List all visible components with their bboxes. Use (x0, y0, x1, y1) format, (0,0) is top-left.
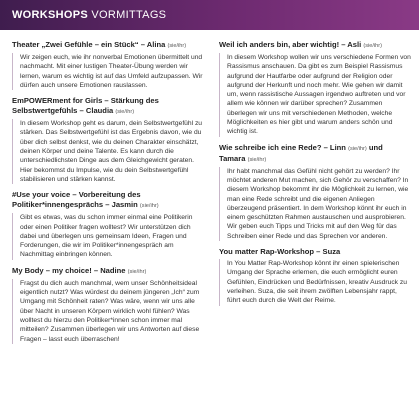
page-title-light: VORMITTAGS (91, 9, 167, 21)
workshop-empowerment (12, 96, 207, 184)
workshop-description: In diesem Workshop wollen wir uns verschiedene Formen von Rassismus anschauen. Da gibt es zum Beispiel Rassismus aufgrund der Hautfarbe oder aufgrund der Religion oder aufgrund der Herkunft und noch mehr. Wie gehen wir damit um, wenn rassistische Aussagen irgendwo auftreten und vor allem wie können wir darüber sprechen? Zusammen überlegen wir uns mit verschiedenen Methoden, welche Möglichkeiten es hier gibt und warum anders schön und wichtig ist. (219, 53, 411, 137)
workshop-title-text: My Body – my choice! – Nadine (12, 265, 126, 275)
workshop-title (12, 266, 207, 277)
workshop-title (219, 40, 411, 51)
workshop-description: Gibt es etwas, was du schon immer einmal eine Politikerin oder einen Politiker fragen wolltest? Wir unterstützen dich dabei und überlegen uns gemeinsam Ideen, Fragen und Forderungen, die wir im Politiker*innengespräch am Nachmittag einbringen können. (12, 213, 207, 259)
workshop-title-text: Wie schreibe ich eine Rede? – Linn (219, 142, 346, 152)
workshop-title-text: Theater „Zwei Gefühle – ein Stück“ – Alina (12, 40, 166, 49)
workshop-theater (12, 40, 207, 90)
workshop-description: In diesem Workshop geht es darum, dein Selbstwertgefühl zu stärken. Das Selbstwertgefühl ist das Ergebnis davon, wie du über dich selbst denkst, wie du deinen Charakter einschätzt, deinen Körper und deine Talente. Es kann durch die unterschiedlichsten Dinge aus dem Gleichgewicht geraten. Hier bekommst du Impulse, wie du dein Selbstwertgefühl stabilisieren und stärken kannst. (12, 119, 207, 184)
workshop-rede (219, 143, 411, 241)
workshop-title-text: Weil ich anders bin, aber wichtig! – Asli (219, 40, 362, 49)
workshop-rassismus (219, 40, 411, 137)
pronoun-label: (sie/ihr) (167, 43, 187, 49)
workshop-title-text-2: und Tamara (219, 142, 383, 163)
workshop-title-text: You matter Rap-Workshop – Suza (219, 247, 341, 257)
workshop-title (219, 143, 411, 165)
workshop-title (12, 96, 207, 117)
workshop-title (12, 190, 207, 211)
left-column (12, 40, 207, 350)
workshop-title-text: #Use your voice – Vorbereitung des Politiker*innengesprächs – Jasmin (12, 190, 141, 210)
page-title (12, 9, 166, 21)
page-header (0, 0, 419, 30)
workshop-description: Fragst du dich auch manchmal, wem unser Schönheitsideal eigentlich nutzt? Was würdest du deinem jüngeren „Ich“ zum Umgang mit Schönheit raten? Was wäre, wenn wir uns alle über Nacht in unseren Körpern wirklich wohl fühlen? Was wolltest du hierzu den Politiker*innen schon immer mal mitteilen? Zusammen überlegen wir uns Antworten auf diese Fragen – lasst euch überraschen! (12, 279, 207, 344)
workshop-description: Ihr habt manchmal das Gefühl nicht gehört zu werden? Ihr möchtet anderen Mut machen, sich Gehör zu verschaffen? In diesem Workshop bekommt ihr die Möglichkeit zu lernen, wie man eine Rede schreibt und die eigenen Anliegen überzeugend präsentiert. In dem Workshop könnt ihr euch in einem geschützten Rahmen austauschen und ausprobieren. Wir geben euch Tipps und Tricks mit auf den Weg für das Schreiben einer Rede und das Sprechen vor anderen. (219, 167, 411, 241)
workshop-description: In You Matter Rap-Workshop könnt ihr einen spielerischen Umgang der Sprache erlernen, die euch ermöglicht euren Gefühlen, Eindrücken und Bedürfnissen, kreativ Ausdruck zu verleihen. Suza, die seit ihrem zwölften Lebensjahr rappt, führt euch durch die Welt der Reime. (219, 259, 411, 305)
pronoun-label: (sie/ihr) (127, 268, 147, 275)
workshop-title (12, 40, 207, 51)
workshop-use-your-voice (12, 190, 207, 259)
workshop-description: Wir zeigen euch, wie ihr nonverbal Emotionen übermittelt und nachmacht. Mit einer lustigen Theater-Übung werden wir lernen, warum es wichtig ist auf das Umfeld aufzupassen. Wir dürfen auch unsere Emotionen rauslassen. (12, 53, 207, 90)
pronoun-label: (sie/ihr) (115, 109, 135, 116)
workshop-title (219, 247, 411, 257)
workshop-rap (219, 247, 411, 305)
pronoun-label: (sie/ihr) (363, 43, 382, 49)
workshop-my-body (12, 266, 207, 344)
pronoun-label-2: (sie/ihr) (247, 156, 267, 163)
pronoun-label: (sie/ihr) (139, 203, 159, 210)
workshop-title-text: EmPOWERment for Girls – Stärkung des Selbstwertgefühls – Claudia (12, 96, 159, 116)
page-title-bold: WORKSHOPS (12, 9, 89, 21)
right-column (219, 40, 411, 312)
pronoun-label: (sie/ihr) (348, 145, 367, 152)
